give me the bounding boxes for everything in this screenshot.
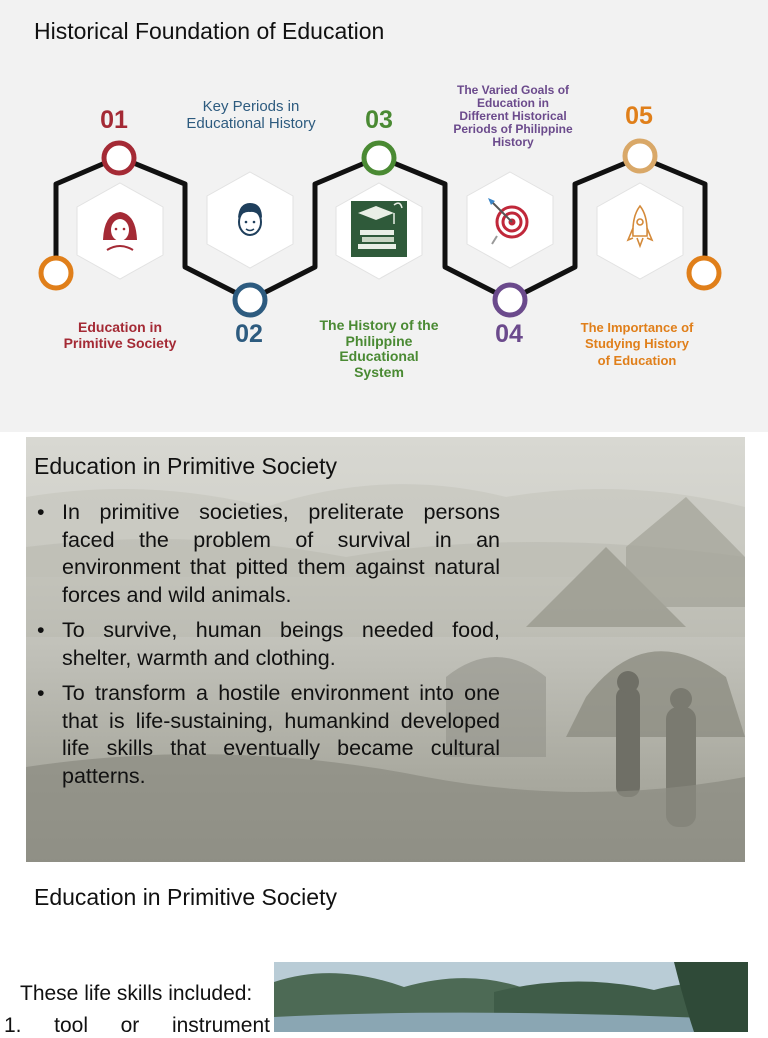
step-number-5: 05 <box>625 102 653 130</box>
slide-historical-foundation <box>0 0 768 432</box>
node-circle-1 <box>104 143 134 173</box>
item-word: tool <box>54 1014 88 1037</box>
intro-text: These life skills included: <box>20 982 253 1005</box>
step-label-4: The Varied Goals of Education in Different Historical Periods of Philippine History <box>453 83 573 149</box>
landscape-illustration <box>274 962 748 1032</box>
node-circle-end <box>689 258 719 288</box>
books-icon <box>351 201 407 257</box>
node-circle-4 <box>495 285 525 315</box>
slide-primitive-society <box>26 437 745 862</box>
step-number-2: 02 <box>235 320 263 348</box>
bullet-item: • To survive, human beings needed food, shelter, warmth and clothing. <box>34 617 500 672</box>
step-number-4: 04 <box>495 320 523 348</box>
node-circle-3 <box>364 143 394 173</box>
slide-title: Education in Primitive Society <box>34 884 337 910</box>
step-label-2: Key Periods in Educational History <box>186 98 316 132</box>
step-number-3: 03 <box>365 106 393 134</box>
step-label-1: Education in Primitive Society <box>63 319 177 351</box>
step-label-3: The History of the Philippine Educational System <box>319 317 439 381</box>
step-number-1: 01 <box>100 106 128 134</box>
item-word: instrument <box>171 1014 270 1037</box>
item-word: or <box>120 1014 140 1037</box>
slide-title: Education in Primitive Society <box>34 453 337 479</box>
man-icon <box>238 203 262 235</box>
node-circle-5 <box>625 141 655 171</box>
slide-title: Historical Foundation of Education <box>34 18 385 44</box>
node-circle-start <box>41 258 71 288</box>
bullet-item: • In primitive societies, preliterate persons faced the problem of survival in an environment that pitted them against natural forces and wild animals. <box>34 499 500 609</box>
item-number: 1. <box>4 1014 22 1037</box>
bullet-list <box>34 499 500 798</box>
list-item <box>4 1014 270 1038</box>
node-circle-2 <box>235 285 265 315</box>
step-label-5: The Importance of Studying History of Education <box>580 320 694 368</box>
hexagon-5 <box>597 183 683 279</box>
slide-life-skills <box>0 862 768 1037</box>
bullet-item: • To transform a hostile environment into one that is life-sustaining, humankind developed life skills that eventually became cultural patterns. <box>34 680 500 790</box>
